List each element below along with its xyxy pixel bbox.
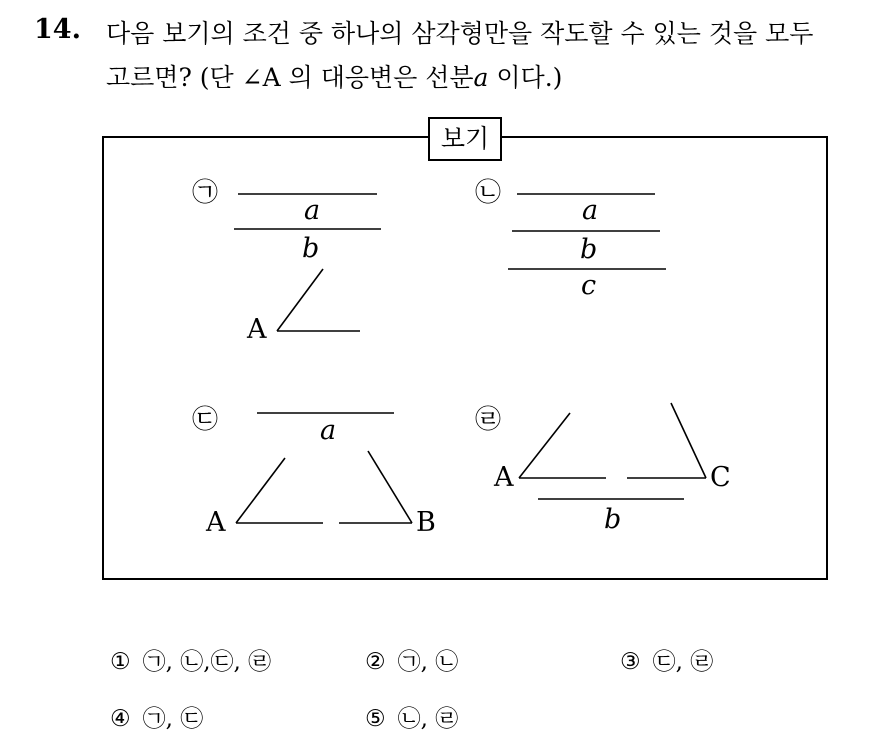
g4-angle-c-ray-1 xyxy=(671,403,706,478)
bogi-title: 보기 xyxy=(428,117,502,161)
choice-4-number: ④ xyxy=(110,706,131,732)
g1-vertex-a: A xyxy=(247,314,267,345)
marker-g2: ㉡ xyxy=(475,178,502,208)
choice-5[interactable] xyxy=(365,700,458,733)
choice-2-number: ② xyxy=(365,649,386,675)
g1-label-b: b xyxy=(302,233,320,264)
g4-vertex-a: A xyxy=(494,462,514,493)
g3-vertex-a: A xyxy=(206,507,226,538)
g3-vertex-b: B xyxy=(416,507,436,538)
choice-4-text: ㉠, ㉢ xyxy=(142,706,204,732)
marker-g3: ㉢ xyxy=(192,405,219,435)
choice-2-text: ㉠, ㉡ xyxy=(397,649,459,675)
g1-label-a: a xyxy=(304,195,321,226)
choice-3-text: ㉢, ㉣ xyxy=(652,649,714,675)
question-text-line2-suffix: 이다.) xyxy=(488,63,563,92)
g2-label-c: c xyxy=(581,270,597,301)
question-text-line2-prefix: 고르면? (단 ∠A 의 대응변은 선분 xyxy=(106,63,474,92)
g3-angle-b-ray-1 xyxy=(368,451,412,523)
g2-label-a: a xyxy=(582,195,599,226)
segment-variable: a xyxy=(473,63,489,92)
marker-g1: ㉠ xyxy=(192,178,219,208)
g1-angle-ray-1 xyxy=(277,269,323,331)
choice-1[interactable] xyxy=(110,643,271,676)
choice-2[interactable] xyxy=(365,643,458,676)
choice-4[interactable] xyxy=(110,700,203,733)
choice-5-text: ㉡, ㉣ xyxy=(397,706,459,732)
choice-5-number: ⑤ xyxy=(365,706,386,732)
g4-angle-a-ray-1 xyxy=(519,413,570,478)
marker-g4: ㉣ xyxy=(475,405,502,435)
question-text-line1: 다음 보기의 조건 중 하나의 삼각형만을 작도할 수 있는 것을 모두 xyxy=(106,19,814,48)
choice-3-number: ③ xyxy=(620,649,641,675)
question-number: 14. xyxy=(34,14,81,45)
choice-1-text: ㉠, ㉡,㉢, ㉣ xyxy=(142,649,272,675)
g3-label-a: a xyxy=(320,415,337,446)
choice-1-number: ① xyxy=(110,649,131,675)
g3-angle-a-ray-1 xyxy=(236,458,285,523)
g2-label-b: b xyxy=(580,234,598,265)
g4-label-b: b xyxy=(604,504,622,535)
choice-3[interactable] xyxy=(620,643,713,676)
g4-vertex-c: C xyxy=(710,462,731,493)
